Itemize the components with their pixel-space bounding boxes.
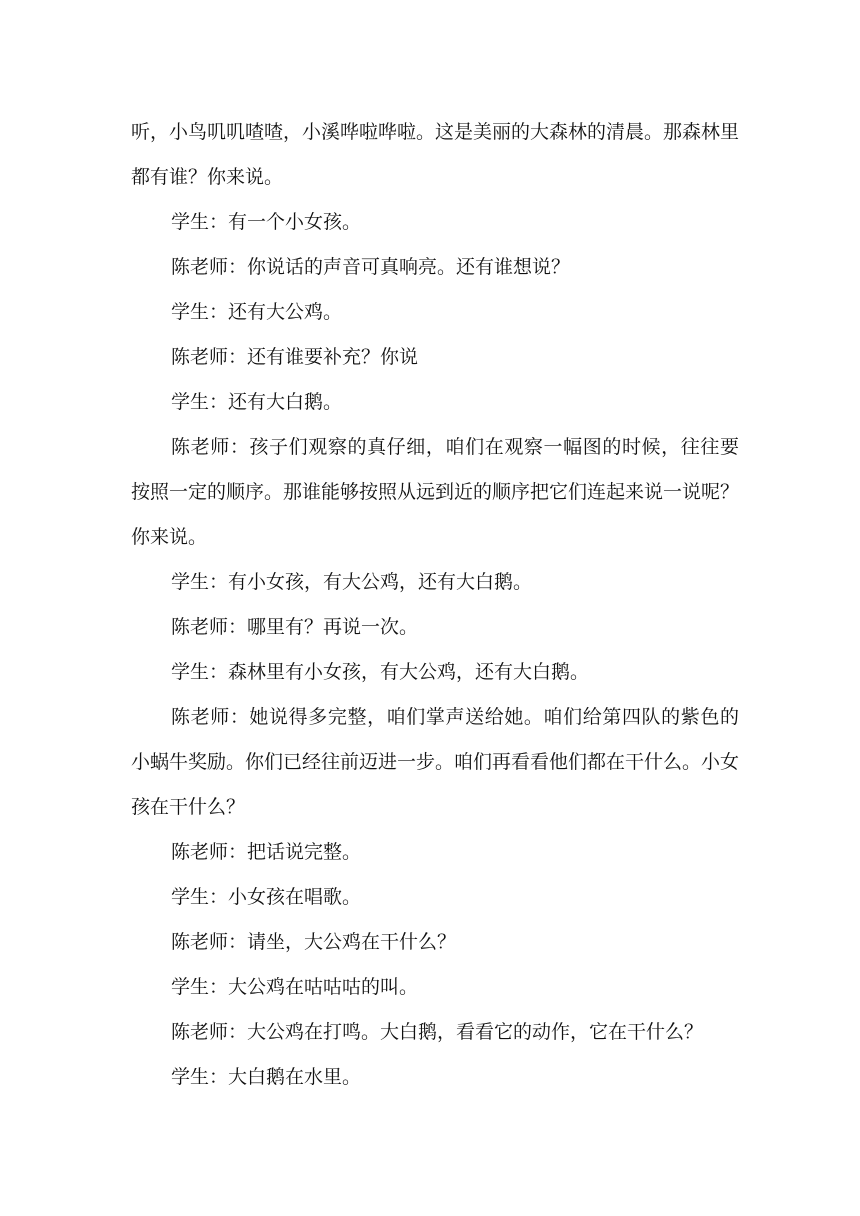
paragraph: 学生：大公鸡在咕咕咕的叫。 — [171, 976, 419, 998]
paragraph: 学生：小女孩在唱歌。 — [171, 886, 362, 908]
paragraph: 陈老师：她说得多完整，咱们掌声送给她。咱们给第四队的紫色的小蜗牛奖励。你们已经往前迈进一步。咱们再看看他们都在干什么。小女孩在干什么？ — [131, 706, 740, 818]
paragraph: 学生：还有大白鹅。 — [171, 391, 343, 413]
paragraph: 陈老师：孩子们观察的真仔细，咱们在观察一幅图的时候，往往要按照一定的顺序。那谁能够按照从远到近的顺序把它们连起来说一说呢？你来说。 — [131, 436, 740, 548]
document-body — [131, 110, 739, 1100]
paragraph: 陈老师：你说话的声音可真响亮。还有谁想说？ — [171, 256, 571, 278]
paragraph: 学生：森林里有小女孩，有大公鸡，还有大白鹅。 — [171, 661, 590, 683]
paragraph: 学生：有小女孩，有大公鸡，还有大白鹅。 — [171, 571, 533, 593]
paragraph: 陈老师：大公鸡在打鸣。大白鹅，看看它的动作，它在干什么？ — [171, 1021, 704, 1043]
paragraph: 学生：大白鹅在水里。 — [171, 1066, 362, 1088]
paragraph: 陈老师：请坐，大公鸡在干什么？ — [171, 931, 457, 953]
paragraph: 陈老师：哪里有？再说一次。 — [171, 616, 419, 638]
paragraph: 学生：还有大公鸡。 — [171, 301, 343, 323]
paragraph: 学生：有一个小女孩。 — [171, 211, 362, 233]
paragraph: 陈老师：把话说完整。 — [171, 841, 362, 863]
paragraph: 陈老师：还有谁要补充？你说 — [171, 346, 419, 368]
paragraph: 听，小鸟叽叽喳喳，小溪哗啦哗啦。这是美丽的大森林的清晨。那森林里都有谁？你来说。 — [131, 121, 740, 188]
